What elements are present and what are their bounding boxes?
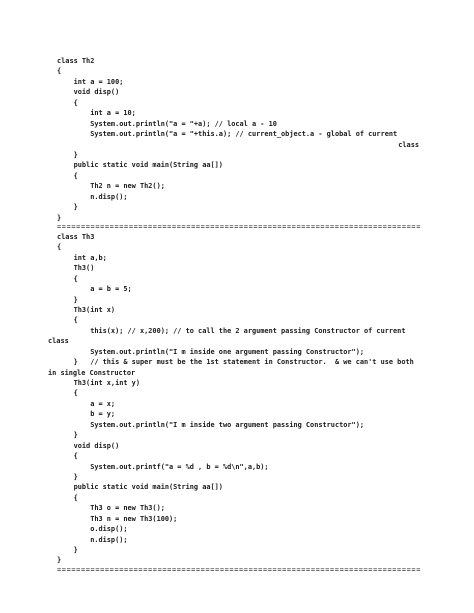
code-line: class [48, 337, 69, 346]
code-line: Th3 n = new Th3(100); [57, 514, 178, 523]
code-line: System.out.println("I m inside one argument passing Constructor"); [57, 347, 364, 356]
code-line: in single Constructor [48, 368, 136, 377]
code-line: class Th2 [57, 57, 95, 65]
code-line: int a = 100; [57, 77, 124, 86]
code-line: n.disp(); [57, 535, 128, 544]
code-line: Th3() [57, 264, 95, 273]
code-line: class [398, 140, 419, 149]
code-line: { [57, 493, 78, 502]
code-line: int a = 10; [57, 109, 136, 118]
code-line: } [57, 203, 78, 212]
code-line: class Th3 [57, 232, 95, 241]
code-line: } // this & super must be the 1st statement in Constructor. & we can't use both [57, 358, 414, 367]
code-line: a = x; [57, 399, 116, 408]
code-line: System.out.println("I m inside two argument passing Constructor"); [57, 420, 364, 429]
code-line: void disp() [57, 88, 120, 97]
code-line: { [57, 67, 62, 76]
code-line: { [57, 98, 78, 107]
code-line: } [57, 431, 78, 440]
code-line: } [57, 556, 62, 565]
code-line: { [57, 243, 62, 252]
code-line: Th3 o = new Th3(); [57, 504, 165, 513]
code-line: } [57, 472, 78, 481]
code-line: o.disp(); [57, 525, 128, 534]
separator-rule: ============================================================================ [57, 565, 421, 574]
code-line: { [57, 316, 78, 325]
code-line: } [57, 295, 78, 304]
separator-rule: ============================================================================ [57, 223, 421, 231]
code-line: public static void main(String aa[]) [57, 161, 223, 170]
code-listing [48, 56, 421, 575]
code-line: { [57, 389, 78, 398]
code-line: a = b = 5; [57, 285, 132, 294]
code-line: n.disp(); [57, 192, 128, 201]
code-line: System.out.println("a = "+a); // local a - 10 [57, 119, 277, 128]
code-line: b = y; [57, 410, 116, 419]
code-line: } [57, 546, 78, 555]
code-line: this(x); // x,200); // to call the 2 argument passing Constructor of current [57, 326, 406, 335]
code-line: } [57, 150, 78, 159]
code-line: Th3(int x,int y) [57, 379, 140, 388]
code-line: Th2 n = new Th2(); [57, 182, 165, 191]
code-line: public static void main(String aa[]) [57, 483, 223, 492]
code-line: { [57, 274, 78, 283]
code-line: Th3(int x) [57, 305, 116, 314]
code-line: void disp() [57, 441, 120, 450]
code-line: { [57, 171, 78, 180]
code-line: System.out.printf("a = %d , b = %d\n",a,b); [57, 462, 269, 471]
code-line: { [57, 452, 78, 461]
code-line: } [57, 213, 62, 222]
code-line: int a,b; [57, 253, 107, 262]
code-line: System.out.println("a = "+this.a); // current_object.a - global of current [57, 130, 398, 139]
